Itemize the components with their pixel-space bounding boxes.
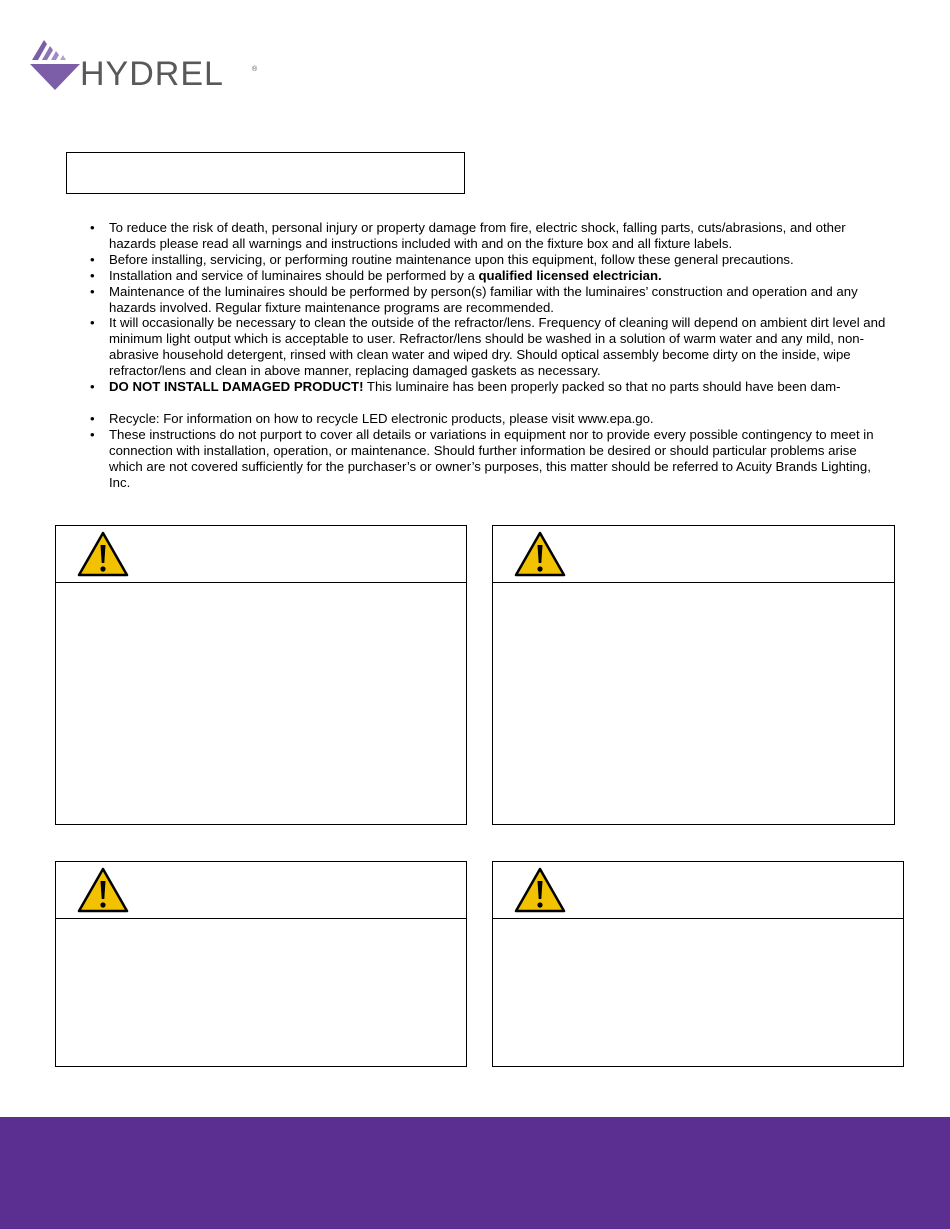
list-item-text: Before installing, servicing, or performing routine maintenance upon this equipment, follow these general precautions.: [109, 251, 794, 267]
precautions-list: [90, 220, 890, 491]
list-item: [90, 411, 890, 427]
warning-box-top-left: [55, 525, 467, 825]
warning-header: [56, 526, 466, 583]
warning-triangle-icon: [514, 867, 566, 913]
hydrel-logo: [30, 38, 260, 94]
list-item-text: This luminaire has been properly packed so that no parts should have been dam-: [363, 379, 841, 395]
list-item: [90, 268, 890, 284]
list-item-emphasis: DO NOT INSTALL DAMAGED PRODUCT!: [109, 379, 364, 395]
warning-box-bottom-right: [492, 861, 904, 1067]
list-item: [90, 252, 890, 268]
footer-band: [0, 1117, 950, 1229]
warning-triangle-icon: [77, 867, 129, 913]
warning-header: [493, 526, 894, 583]
list-item: [90, 220, 890, 252]
list-item: [90, 284, 890, 316]
warning-box-top-right: [492, 525, 895, 825]
list-item-text: Installation and service of luminaires should be performed by a: [109, 267, 479, 283]
hydrel-logo-mark: [30, 38, 80, 94]
list-item-text: Maintenance of the luminaires should be performed by person(s) familiar with the luminaires’ construction and operation and any hazards involved. Regular fixture maintenance programs are recommended.: [109, 283, 858, 315]
list-item-text: It will occasionally be necessary to clean the outside of the refractor/lens. Frequency of cleaning will depend on ambient dirt level and minimum light output which is acceptable to user. Refractor/lens should be washed in a solution of warm water and any mild, non-abrasive household detergent, rinsed with clean water and wiped dry. Should optical assembly become dirty on the inside, wipe refractor/lens and clean in above manner, replacing damaged gaskets as necessary.: [109, 315, 886, 379]
list-item: [90, 379, 890, 395]
list-item: [90, 427, 890, 491]
warning-triangle-icon: [514, 531, 566, 577]
list-item-text: These instructions do not purport to cover all details or variations in equipment nor to provide every possible contingency to meet in connection with installation, operation, or maintenance. Should further information be desired or should particular problems arise which are not covered sufficiently for the purchaser’s or owner’s purposes, this matter should be referred to Acuity Brands Lighting, Inc.: [109, 426, 874, 490]
warning-triangle-icon: [77, 531, 129, 577]
brand-name: HYDREL: [80, 55, 224, 93]
list-item-emphasis: qualified licensed electrician.: [478, 267, 662, 283]
list-item: [90, 315, 890, 379]
registered-mark: ®: [252, 66, 258, 73]
list-item-text: To reduce the risk of death, personal injury or property damage from fire, electric shock, falling parts, cuts/abrasions, and other hazards please read all warnings and instructions included with and on the fixture box and all fixture labels.: [109, 220, 846, 251]
warning-header: [56, 862, 466, 919]
warning-header: [493, 862, 903, 919]
list-item-text: Recycle: For information on how to recycle LED electronic products, please visit www.epa.go.: [109, 410, 654, 426]
warning-box-bottom-left: [55, 861, 467, 1067]
document-title-box: [66, 152, 465, 194]
